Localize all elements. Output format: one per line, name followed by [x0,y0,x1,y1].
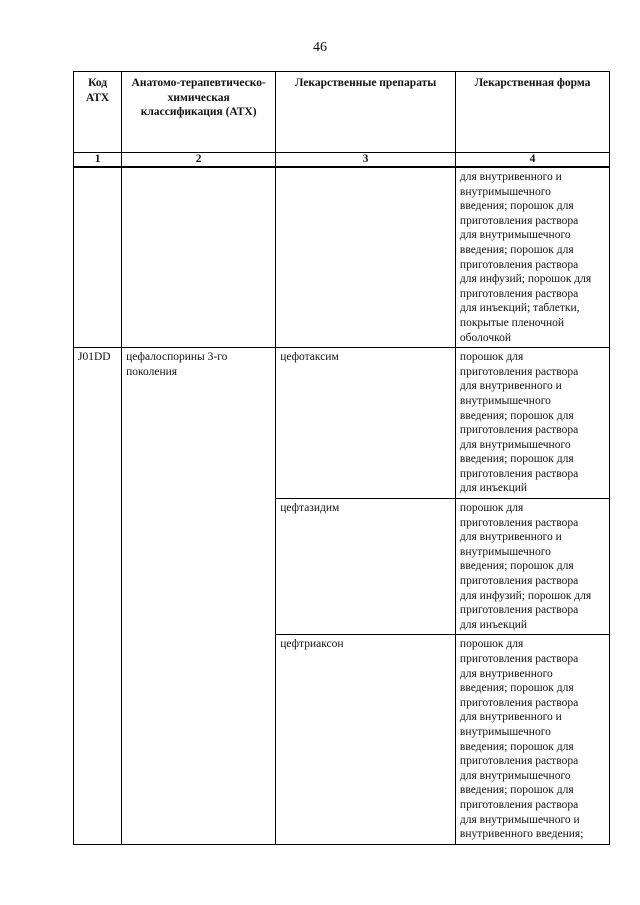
cell-code: J01DD [74,348,122,845]
cell-drug: цефтриаксон [276,635,456,844]
cell-drug [276,167,456,348]
cell-classification: цефалоспорины 3-го поколения [122,348,276,845]
table-row [74,348,610,499]
header-classification: Анатомо-терапевтическо-химическая классификация (АТХ) [122,72,276,153]
column-number: 2 [122,153,276,168]
column-number: 3 [276,153,456,168]
header-form: Лекарственная форма [455,72,609,153]
cell-drug: цефотаксим [276,348,456,499]
cell-form: порошок для приготовления раствора для внутривенного введения; порошок для приготовления раствора для внутривенного и внутримышечного введения; порошок для приготовления раствора для внутримышечного введения; порошок для приготовления раствора для внутримышечного и внутривенного введения; [455,635,609,844]
column-number-row [74,153,610,168]
table-row-continuation [74,167,610,348]
table-header-row [74,72,610,153]
cell-form: для внутривенного и внутримышечного введения; порошок для приготовления раствора для внутримышечного введения; порошок для приготовления раствора для инфузий; порошок для приготовления раствора для инъекций; таблетки, покрытые пленочной оболочкой [455,167,609,348]
cell-drug: цефтазидим [276,499,456,635]
column-number: 1 [74,153,122,168]
cell-code [74,167,122,348]
header-drugs: Лекарственные препараты [276,72,456,153]
page-number: 46 [313,40,327,55]
atx-table [73,71,610,845]
cell-form: порошок для приготовления раствора для внутривенного и внутримышечного введения; порошок для приготовления раствора для внутримышечного введения; порошок для приготовления раствора для инъекций [455,348,609,499]
cell-classification [122,167,276,348]
header-code: Код АТХ [74,72,122,153]
cell-form: порошок для приготовления раствора для внутривенного и внутримышечного введения; порошок для приготовления раствора для инфузий; порошок для приготовления раствора для инъекций [455,499,609,635]
column-number: 4 [455,153,609,168]
